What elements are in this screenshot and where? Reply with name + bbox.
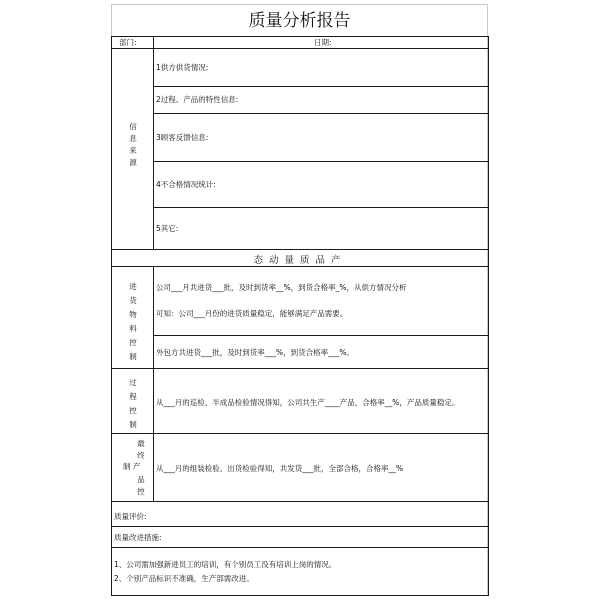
info-row-supplier: 1供方供货情况: xyxy=(156,63,209,72)
evaluation-label: 质量评价: xyxy=(114,512,147,521)
table-left-border xyxy=(111,36,112,596)
incoming-side-label: 进 货 物 料 控 制 xyxy=(129,282,137,361)
evaluation-bottom-line xyxy=(111,526,489,527)
table-bottom-border xyxy=(111,595,489,596)
improvement-header-line xyxy=(111,547,489,548)
dynamics-title: 态动量质品产 xyxy=(253,255,347,266)
info-bottom-line xyxy=(111,249,489,250)
improvement-label: 质量改进措施: xyxy=(114,533,162,542)
info-row-process: 2过程、产品的特性信息: xyxy=(156,95,239,104)
info-row-line xyxy=(153,161,489,162)
process-text: 从___月的巡检、半成品检验情况得知，公司共生产____产品，合格率__%，产品质量稳定。 xyxy=(156,398,460,407)
info-row-line xyxy=(153,207,489,208)
header-bottom-line xyxy=(111,48,489,49)
final-bottom-line xyxy=(111,501,489,502)
improvement-item-2: 2、个别产品标识不准确，生产部需改进。 xyxy=(114,574,254,583)
table-right-border xyxy=(488,36,489,596)
incoming-line-1: 公司___月共进货___批，及时到货率__%，到货合格率_%，从供方情况分析 xyxy=(156,283,407,292)
info-row-other: 5其它: xyxy=(156,224,179,233)
info-row-line xyxy=(153,113,489,114)
page-title: 质量分析报告 xyxy=(248,11,351,31)
incoming-inner-line xyxy=(153,335,489,336)
incoming-line-2: 可知：公司___月份的进货质量稳定，能够满足产品需要。 xyxy=(156,309,348,318)
info-row-customer: 3顾客反馈信息: xyxy=(156,133,209,142)
date-label: 日期: xyxy=(314,38,332,47)
table-top-border xyxy=(111,36,489,37)
dynamics-bottom-line xyxy=(111,266,489,267)
final-side-label-top: 最 终 xyxy=(137,439,145,460)
incoming-line-3: 外包方共进货___批，及时到货率___%，到货合格率___%。 xyxy=(156,348,355,357)
process-side-label: 过 程 控 制 xyxy=(129,378,137,429)
report-sheet xyxy=(111,4,488,596)
info-row-nonconformance: 4不合格情况统计: xyxy=(156,180,216,189)
final-side-label-mid: 制 产 xyxy=(123,462,141,471)
info-divider xyxy=(153,48,154,250)
final-text: 从___月的组装检验、出货检验得知，共发货___批，全部合格，合格率__% xyxy=(156,464,404,473)
control-divider xyxy=(153,266,154,502)
final-side-label-bottom: 品 控 xyxy=(137,475,145,496)
info-side-label: 信 息 来 源 xyxy=(129,122,137,167)
dept-label: 部门: xyxy=(119,38,137,47)
info-row-line xyxy=(153,86,489,87)
incoming-bottom-line xyxy=(111,368,489,369)
process-bottom-line xyxy=(111,433,489,434)
improvement-item-1: 1、公司需加强新进员工的培训，有个别员工没有培训上岗的情况。 xyxy=(114,560,337,569)
